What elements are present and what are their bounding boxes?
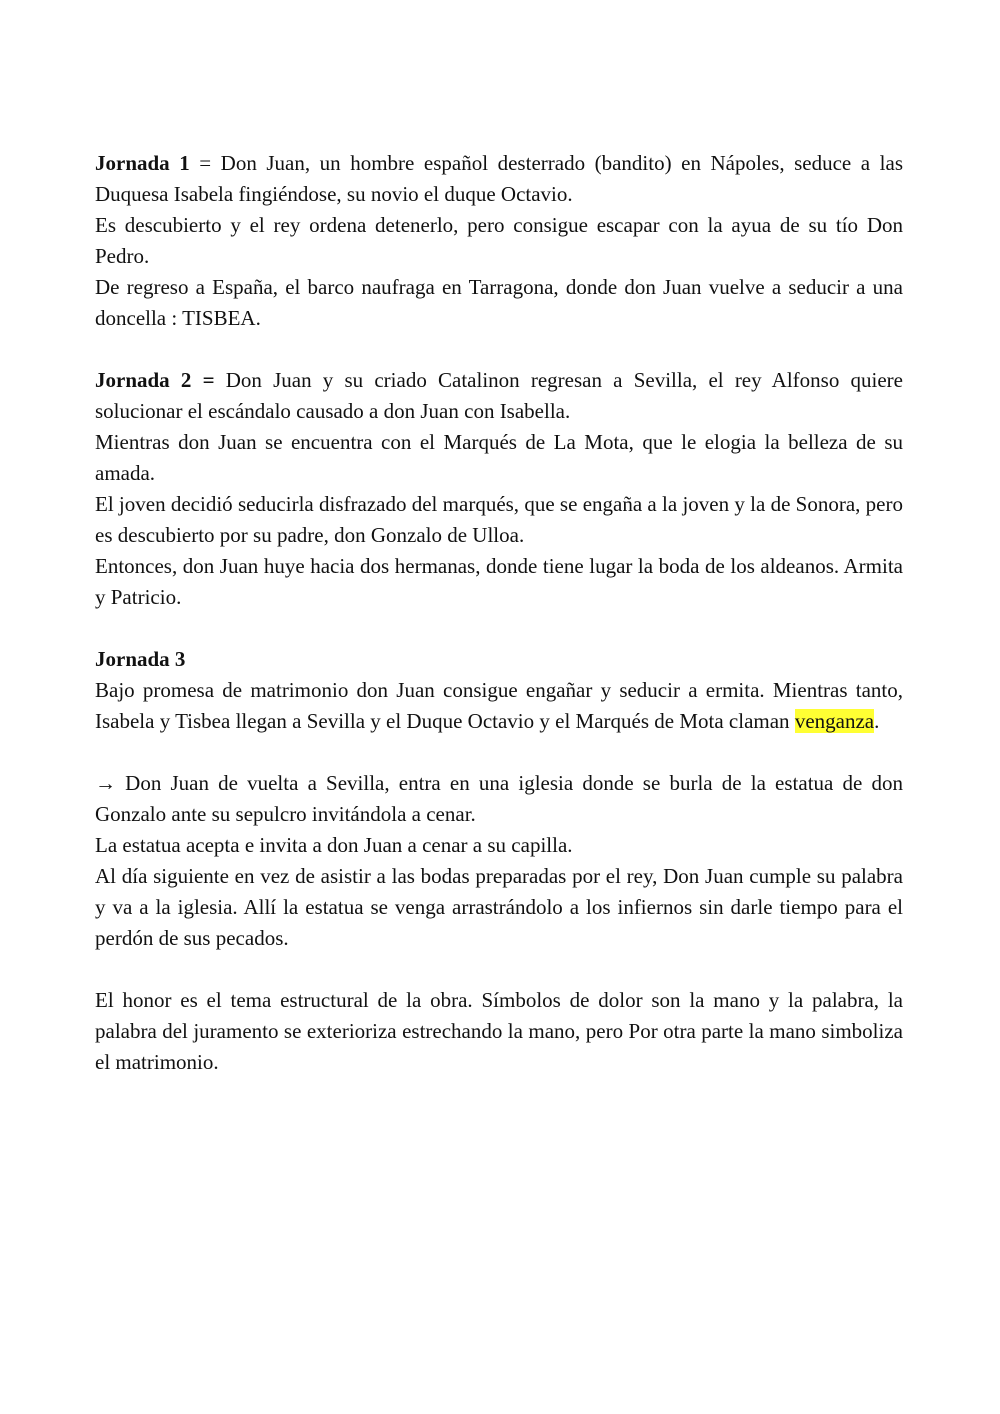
honor-paragraph: El honor es el tema estructural de la obra. Símbolos de dolor son la mano y la palabra, la palabra del juramento se exterioriza estrechando la mano, pero Por otra parte la mano simboliza el matrimonio. <box>95 988 903 1074</box>
jornada-3-text-before: Bajo promesa de matrimonio don Juan consigue engañar y seducir a ermita. Mientras tanto, Isabela y Tisbea llegan a Sevilla y el Duque Octavio y el Marqués de Mota claman <box>95 678 903 733</box>
statue-revenge: Al día siguiente en vez de asistir a las bodas preparadas por el rey, Don Juan cumple su palabra y va a la iglesia. Allí la estatua se venga arrastrándolo a los infiernos sin darle tiempo para el perdón de sus pecados. <box>95 864 903 950</box>
jornada-3-heading <box>95 644 903 675</box>
paragraph-gap <box>95 613 903 644</box>
jornada-3-heading-text: Jornada 3 <box>95 647 186 671</box>
jornada-2-disguise: El joven decidió seducirla disfrazado del marqués, que se engaña a la joven y la de Sonora, pero es descubierto por su padre, don Gonzalo de Ulloa. <box>95 492 903 547</box>
jornada-3-text-after: . <box>874 709 880 733</box>
jornada-3-text <box>95 675 903 737</box>
statue-accepts: La estatua acepta e invita a don Juan a cenar a su capilla. <box>95 833 573 857</box>
jornada-1-intro <box>95 148 903 210</box>
jornada-1-tisbea: De regreso a España, el barco naufraga en Tarragona, donde don Juan vuelve a seducir a una doncella : TISBEA. <box>95 275 903 330</box>
paragraph-gap <box>95 334 903 365</box>
jornada-2-intro-text: Don Juan y su criado Catalinon regresan a Sevilla, el rey Alfonso quiere solucionar el escándalo causado a don Juan con Isabella. <box>95 368 903 423</box>
statue-paragraph <box>95 768 903 830</box>
jornada-2-escape: Entonces, don Juan huye hacia dos hermanas, donde tiene lugar la boda de los aldeanos. Armita y Patricio. <box>95 554 903 609</box>
jornada-2-mota: Mientras don Juan se encuentra con el Marqués de La Mota, que le elogia la belleza de su amada. <box>95 430 903 485</box>
highlighted-word: venganza <box>794 709 875 733</box>
jornada-1-intro-text: = Don Juan, un hombre español desterrado (bandito) en Nápoles, seduce a las Duquesa Isabela fingiéndose, su novio el duque Octavio. <box>95 151 903 206</box>
jornada-2-heading: Jornada 2 = <box>95 368 215 392</box>
paragraph-gap <box>95 737 903 768</box>
jornada-1-heading: Jornada 1 <box>95 151 190 175</box>
jornada-1-escape: Es descubierto y el rey ordena detenerlo, pero consigue escapar con la ayua de su tío Don Pedro. <box>95 213 903 268</box>
arrow-right-icon: → <box>95 771 116 795</box>
statue-paragraph-text: Don Juan de vuelta a Sevilla, entra en una iglesia donde se burla de la estatua de don Gonzalo ante su sepulcro invitándola a cenar. <box>95 771 903 826</box>
document-body <box>95 148 903 1078</box>
jornada-2-intro <box>95 365 903 427</box>
paragraph-gap <box>95 954 903 985</box>
